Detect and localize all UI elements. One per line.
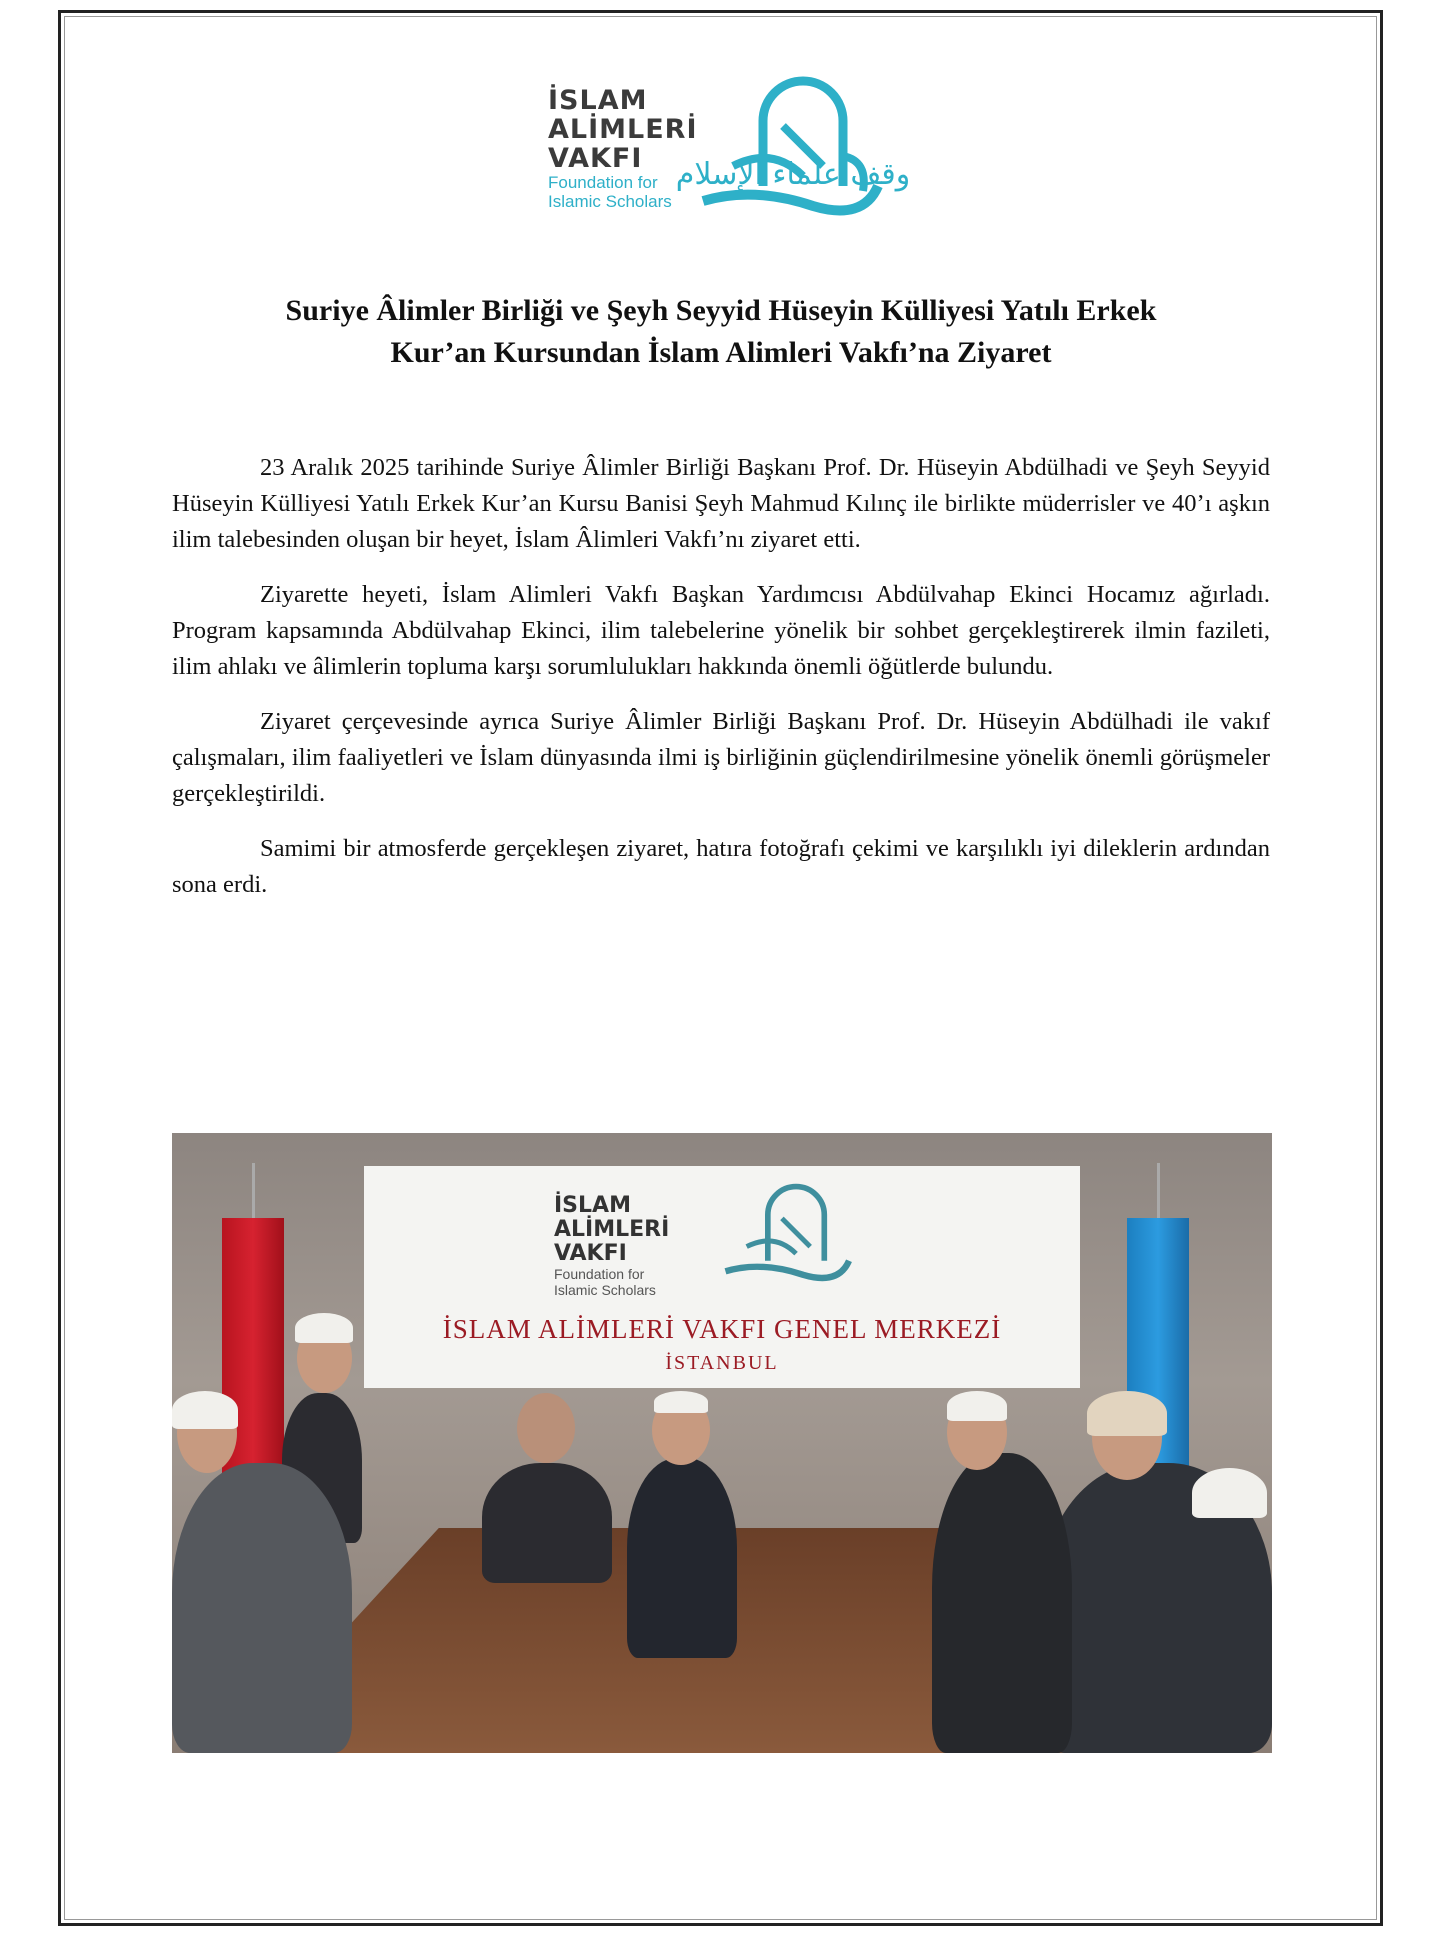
person-head [517,1393,575,1463]
logo-name-line: İSLAM [548,85,648,116]
logo-subtitle: Foundation for [548,173,658,192]
standing-speaker [627,1458,737,1658]
wall-banner [364,1166,1080,1388]
banner-logo-sub: Foundation for [554,1266,645,1282]
white-cap [172,1391,238,1429]
foundation-logo [548,85,911,236]
paragraph: Ziyaret çerçevesinde ayrıca Suriye Âlimler Birliği Başkanı Prof. Dr. Hüseyin Abdülhadi ile vakıf çalışmaları, ilim faaliyetleri ve İslam dünyasında ilmi iş birliğinin güçlendirilmesine yönelik önemli görüşmeler gerçekleştirildi. [172,708,1270,807]
white-cap [295,1313,353,1343]
banner-logo-line: İSLAM [554,1193,631,1218]
student [172,1463,352,1753]
banner-logo-sub: Islamic Scholars [554,1282,656,1298]
flag-pole [252,1163,255,1223]
banner-calligraphy-icon [714,1176,864,1296]
logo-name-line: ALİMLERİ [548,114,698,145]
cap [1087,1391,1167,1436]
paragraph: Ziyarette heyeti, İslam Alimleri Vakfı Başkan Yardımcısı Abdülvahap Ekinci Hocamız ağırladı. Program kapsamında Abdülvahap Ekinci, ilim talebelerine yönelik bir sohbet gerçekleştirerek ilmin fazileti, ilim ahlakı ve âlimlerin topluma karşı sorumlulukları hakkında önemli öğütlerde bulundu. [172,581,1270,680]
flag-pole [1157,1163,1160,1223]
banner-logo-line: ALİMLERİ [554,1217,670,1242]
banner-city: İSTANBUL [665,1352,779,1374]
seated-person [482,1463,612,1583]
title-line: Kur’an Kursundan İslam Alimleri Vakfı’na Ziyaret [390,336,1052,369]
meeting-photo [172,1133,1272,1753]
article-body [172,450,1270,922]
logo-arabic: وقف علماء الإسلام [675,157,911,192]
student [932,1453,1072,1753]
paragraph: Samimi bir atmosferde gerçekleşen ziyaret, hatıra fotoğrafı çekimi ve karşılıklı iyi dileklerin ardından sona erdi. [172,835,1270,898]
white-cap [1192,1468,1267,1518]
paragraph: 23 Aralık 2025 tarihinde Suriye Âlimler Birliği Başkanı Prof. Dr. Hüseyin Abdülhadi ve Şeyh Seyyid Hüseyin Külliyesi Yatılı Erkek Kur’an Kursu Banisi Şeyh Mahmud Kılınç ile birlikte müderrisler ve 40’ı aşkın ilim talebesinden oluşan bir heyet, İslam Âlimleri Vakfı’nı ziyaret etti. [172,454,1270,553]
logo-subtitle: Islamic Scholars [548,192,672,211]
white-cap [654,1391,708,1413]
page-title [172,290,1270,374]
title-line: Suriye Âlimler Birliği ve Şeyh Seyyid Hüseyin Külliyesi Yatılı Erkek [285,294,1157,327]
logo-name-line: VAKFI [548,143,643,174]
banner-logo-line: VAKFI [554,1241,627,1266]
banner-title: İSLAM ALİMLERİ VAKFI GENEL MERKEZİ [442,1314,1002,1344]
calligraphy-logo-icon [675,66,911,236]
white-cap [947,1391,1007,1421]
